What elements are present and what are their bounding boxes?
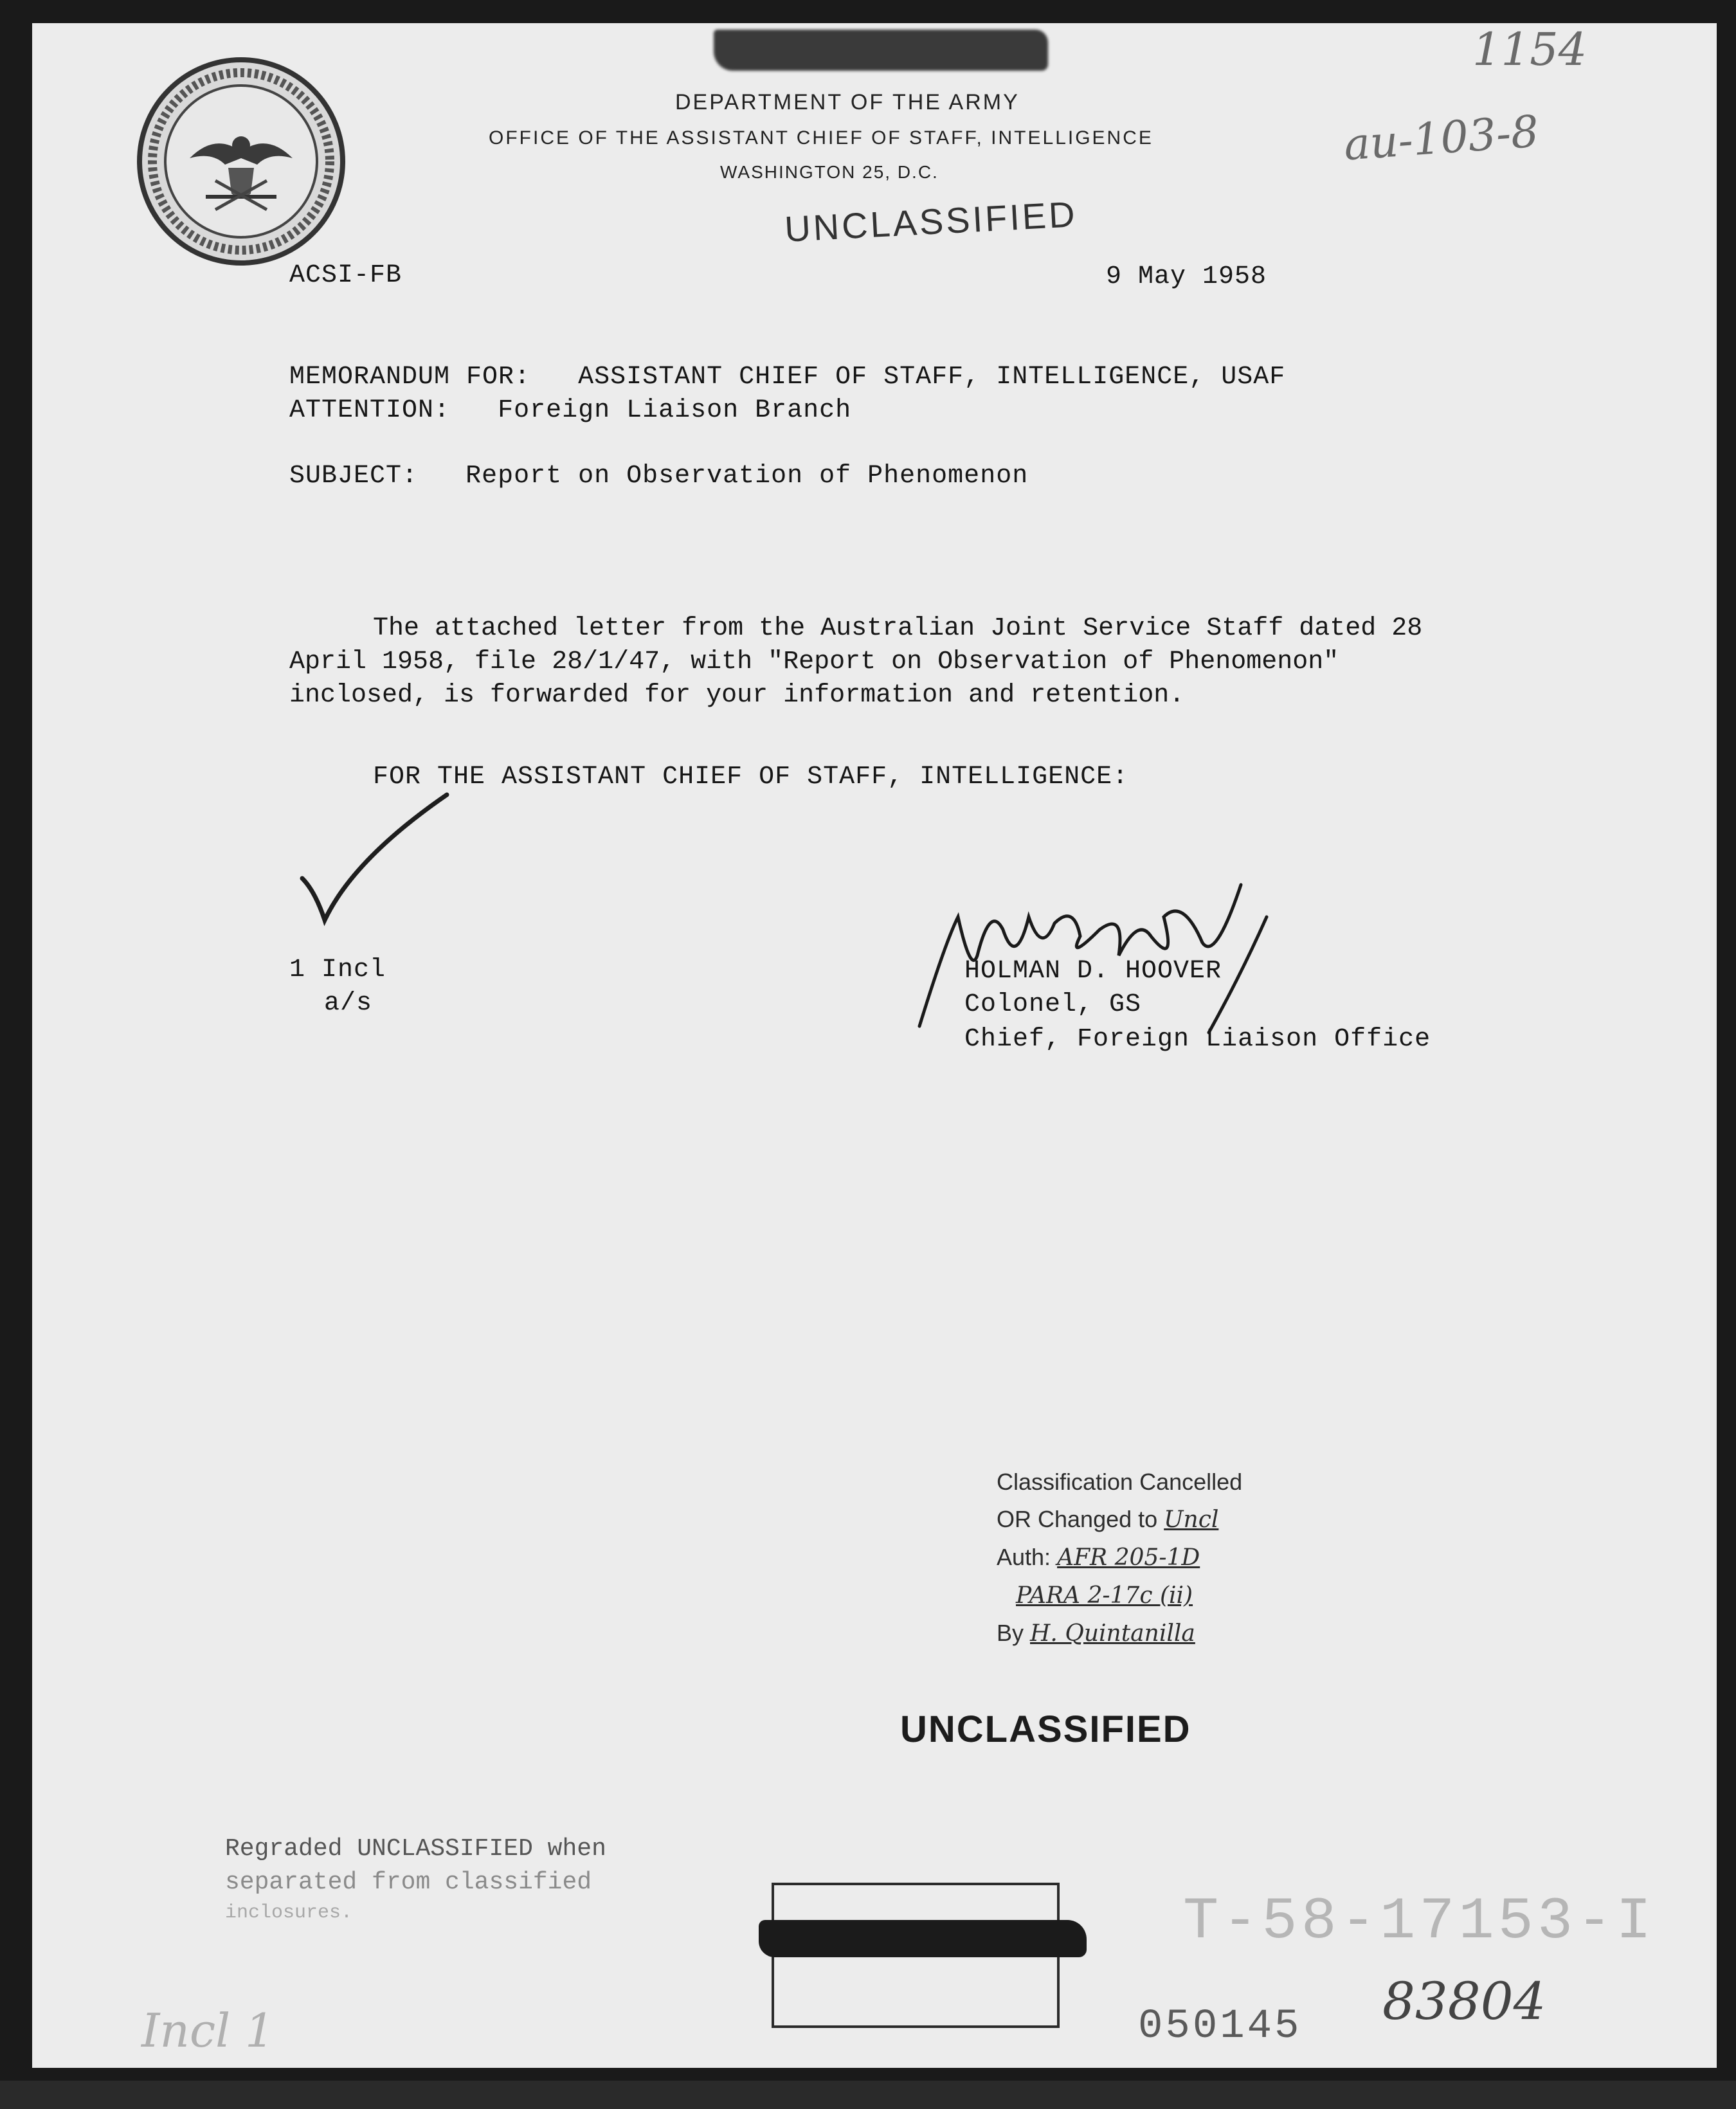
stamp-by-label: By [997,1620,1024,1646]
letterhead-location: WASHINGTON 25, D.C. [720,162,939,182]
handwritten-serial: 83804 [1382,1971,1546,2031]
scan-edge-strip [0,2081,1736,2109]
top-classification-stamp: UNCLASSIFIED [783,194,1078,249]
classification-cancelled-stamp [997,1463,1242,1652]
memo-subject-line [289,462,1028,491]
stamp-changed-label: OR Changed to [997,1506,1158,1532]
for-assistant-chief-line: FOR THE ASSISTANT CHIEF OF STAFF, INTELLIGENCE: [373,763,1129,792]
memo-date: 9 May 1958 [1106,262,1267,291]
stamp-by-value: H. Quintanilla [1030,1620,1195,1647]
attention-value: Foreign Liaison Branch [498,396,852,425]
stamp-line-4 [997,1577,1242,1615]
signer-name: HOLMAN D. HOOVER [964,957,1222,986]
stamp-line-2 [997,1501,1242,1539]
enclosure-as-stated: a/s [324,989,373,1018]
signer-rank: Colonel, GS [964,990,1142,1019]
serial-number: 050145 [1138,2004,1302,2050]
regraded-note-line-2: separated from classified [225,1869,592,1896]
signer-title: Chief, Foreign Liaison Office [964,1025,1431,1054]
stamp-line-1: Classification Cancelled [997,1469,1243,1495]
redaction-bar [759,1920,1087,1957]
stamp-line-3 [997,1539,1242,1577]
letterhead-office: OFFICE OF THE ASSISTANT CHIEF OF STAFF, INTELLIGENCE [489,127,1153,149]
handwritten-number: 1154 [1472,23,1587,76]
memo-for-value: ASSISTANT CHIEF OF STAFF, INTELLIGENCE, USAF [578,363,1286,392]
top-redaction-mark [714,30,1048,71]
stamp-auth-label: Auth: [997,1544,1051,1570]
subject-label: SUBJECT: [289,462,419,491]
memo-for-label: MEMORANDUM FOR: [289,363,531,392]
regraded-note-line-3: inclosures. [225,1902,353,1924]
handwritten-incl-note: Incl 1 [141,2004,275,2058]
subject-value: Report on Observation of Phenomenon [466,462,1029,491]
handwritten-file-number: au-103-8 [1342,106,1541,171]
check-mark-icon [289,782,457,936]
document-number: T-58-17153-I [1183,1888,1656,1955]
attention-label: ATTENTION: [289,396,451,425]
body-paragraph [289,612,1485,712]
letterhead-department: DEPARTMENT OF THE ARMY [675,90,1020,114]
enclosure-count: 1 Incl [289,955,386,984]
memo-for-line [289,363,1285,392]
stamp-auth-value: AFR 205-1D [1057,1544,1200,1571]
stamp-line-5 [997,1615,1242,1652]
stamp-changed-value: Uncl [1164,1507,1219,1533]
stamp-para-value: PARA 2-17c (ii) [1016,1582,1193,1609]
bottom-classification-stamp: UNCLASSIFIED [900,1708,1191,1750]
department-of-defense-seal-icon [135,55,347,267]
regraded-note-line-1: Regraded UNCLASSIFIED when [225,1835,606,1863]
document-page [32,23,1717,2068]
office-symbol: ACSI-FB [289,261,402,290]
memo-attention-line [289,396,851,425]
body-paragraph-text: The attached letter from the Australian Joint Service Staff dated 28 April 1958, file 28/1/47, with "Report on Observation of Phenomenon" inclosed, is forwarded for your information and retention. [289,614,1423,710]
